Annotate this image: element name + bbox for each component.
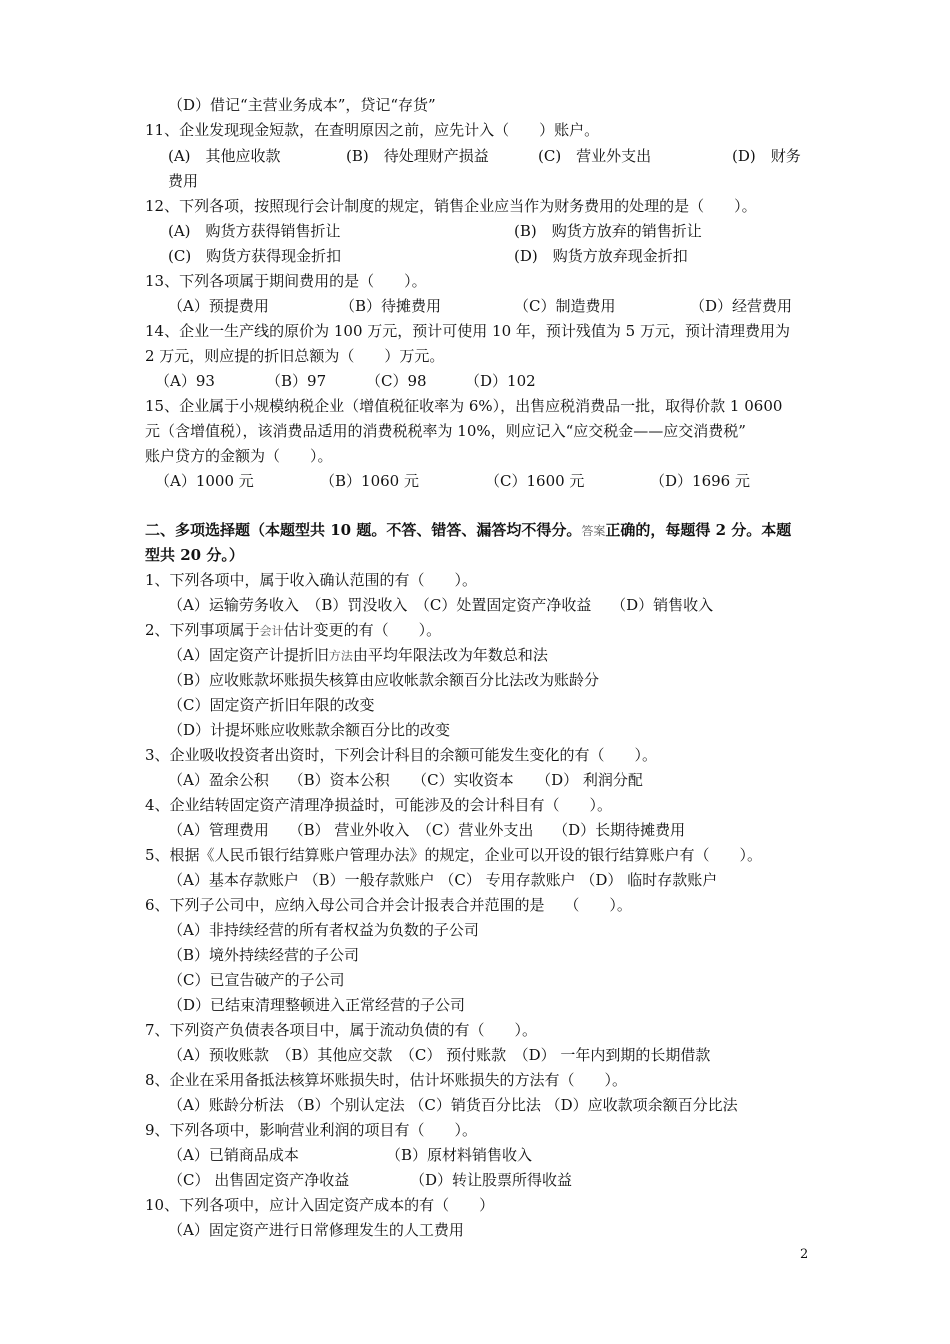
mq8-stem: 8、企业在采用备抵法核算坏账损失时，估计坏账损失的方法有（ ）。: [145, 1071, 628, 1089]
mq2-stem-part1: 2、下列事项属于: [145, 621, 260, 639]
mq8-options: （A）账龄分析法 （B）个别认定法 （C）销货百分比法 （D）应收款项余额百分比法: [168, 1096, 738, 1114]
mq7-stem: 7、下列资产负债表各项目中，属于流动负债的有（ ）。: [145, 1021, 538, 1039]
q12-option-c: (C) 购货方获得现金折扣: [168, 247, 342, 265]
mq4-stem: 4、企业结转固定资产清理净损益时，可能涉及的会计科目有（ ）。: [145, 796, 613, 814]
mq9-option-b: （B）原材料销售收入: [386, 1146, 533, 1164]
q14-stem-line1: 14、企业一生产线的原价为 100 万元，预计可使用 10 年，预计残值为 5 万元，预计清理费用为: [145, 322, 790, 340]
mq2-option-a-part1: （A）固定资产计提折旧: [168, 646, 329, 664]
q15-stem-line1: 15、企业属于小规模纳税企业（增值税征收率为 6%），出售应税消费品一批，取得价款 1 0600: [145, 397, 783, 415]
mq6-option-b: （B）境外持续经营的子公司: [168, 946, 360, 964]
q14-option-d: （D）102: [465, 372, 536, 390]
mq6-option-d: （D）已结束清理整顿进入正常经营的子公司: [168, 996, 466, 1014]
section2-heading-small: 答案: [581, 524, 606, 538]
page-number: 2: [800, 1247, 809, 1262]
q15-option-c: （C）1600 元: [485, 472, 585, 490]
q13-option-b: （B）待摊费用: [340, 297, 442, 315]
q11-stem: 11、企业发现现金短款，在查明原因之前，应先计入（ ）账户。: [145, 121, 600, 139]
q15-stem-line3: 账户贷方的金额为（ ）。: [145, 447, 333, 465]
mq6-option-a: （A）非持续经营的所有者权益为负数的子公司: [168, 921, 479, 939]
mq2-stem-small: 会计: [259, 624, 284, 638]
q15-option-d: （D）1696 元: [650, 472, 750, 490]
mq2-stem: [145, 620, 441, 641]
mq2-option-a-small: 方法: [328, 649, 353, 663]
mq6-option-c: （C）已宣告破产的子公司: [168, 971, 345, 989]
q13-option-d: （D）经营费用: [690, 297, 793, 315]
q11-option-d: (D) 财务: [732, 147, 801, 165]
mq1-stem: 1、下列各项中，属于收入确认范围的有（ ）。: [145, 571, 478, 589]
q15-option-a: （A）1000 元: [155, 472, 254, 490]
q12-option-d: (D) 购货方放弃现金折扣: [514, 247, 688, 265]
q11-option-d-continued: 费用: [168, 172, 199, 190]
q11-option-b: (B) 待处理财产损益: [346, 147, 489, 165]
mq9-option-d: （D）转让股票所得收益: [410, 1171, 573, 1189]
mq10-option-a: （A）固定资产进行日常修理发生的人工费用: [168, 1221, 464, 1239]
section2-heading-line1: [145, 520, 791, 541]
mq2-option-a: [168, 645, 548, 666]
section2-heading-line2: 型共 20 分。）: [145, 546, 244, 564]
q12-option-a: (A) 购货方获得销售折让: [168, 222, 341, 240]
mq10-stem: 10、下列各项中，应计入固定资产成本的有（ ）: [145, 1196, 495, 1214]
section2-heading-part2: 正确的，每题得 2 分。本题: [605, 521, 792, 539]
mq5-options: （A）基本存款账户 （B）一般存款账户 （C） 专用存款账户 （D） 临时存款账户: [168, 871, 718, 889]
q14-option-a: （A）93: [155, 372, 215, 390]
mq3-options: （A）盈余公积 （B）资本公积 （C）实收资本 （D） 利润分配: [168, 771, 643, 789]
q12-option-b: (B) 购货方放弃的销售折让: [514, 222, 702, 240]
q14-option-b: （B）97: [266, 372, 327, 390]
q11-option-c: (C) 营业外支出: [538, 147, 652, 165]
q15-option-b: （B）1060 元: [320, 472, 419, 490]
q11-option-a: (A) 其他应收款: [168, 147, 281, 165]
mq9-stem: 9、下列各项中，影响营业利润的项目有（ ）。: [145, 1121, 478, 1139]
mq1-options: （A）运输劳务收入 （B）罚没收入 （C）处置固定资产净收益 （D）销售收入: [168, 596, 714, 614]
mq2-stem-part2: 估计变更的有（ ）。: [283, 621, 442, 639]
q14-option-c: （C）98: [366, 372, 427, 390]
mq2-option-d: （D）计提坏账应收账款余额百分比的改变: [168, 721, 451, 739]
mq2-option-b: （B）应收账款坏账损失核算由应收帐款余额百分比法改为账龄分: [168, 671, 600, 689]
mq6-stem: 6、下列子公司中，应纳入母公司合并会计报表合并范围的是 （ ）。: [145, 896, 632, 914]
q10-option-d: （D）借记“主营业务成本”，贷记“存货”: [168, 96, 436, 114]
mq3-stem: 3、企业吸收投资者出资时，下列会计科目的余额可能发生变化的有（ ）。: [145, 746, 658, 764]
section2-heading-part1: 二、多项选择题（本题型共 10 题。不答、错答、漏答均不得分。: [145, 521, 582, 539]
q13-option-a: （A）预提费用: [168, 297, 269, 315]
mq4-options: （A）管理费用 （B） 营业外收入 （C）营业外支出 （D）长期待摊费用: [168, 821, 686, 839]
q14-stem-line2: 2 万元，则应提的折旧总额为（ ）万元。: [145, 347, 445, 365]
mq7-options: （A）预收账款 （B）其他应交款 （C） 预付账款 （D） 一年内到期的长期借款: [168, 1046, 711, 1064]
mq2-option-c: （C）固定资产折旧年限的改变: [168, 696, 375, 714]
q12-stem: 12、下列各项，按照现行会计制度的规定，销售企业应当作为财务费用的处理的是（ ）。: [145, 197, 757, 215]
mq5-stem: 5、根据《人民币银行结算账户管理办法》的规定，企业可以开设的银行结算账户有（ ）。: [145, 846, 763, 864]
mq9-option-c: （C） 出售固定资产净收益: [168, 1171, 350, 1189]
mq9-option-a: （A）已销商品成本: [168, 1146, 299, 1164]
q13-option-c: （C）制造费用: [514, 297, 616, 315]
q15-stem-line2: 元（含增值税），该消费品适用的消费税税率为 10%，则应记入“应交税金——应交消费税”: [145, 422, 746, 440]
mq2-option-a-part2: 由平均年限法改为年数总和法: [352, 646, 548, 664]
q13-stem: 13、下列各项属于期间费用的是（ ）。: [145, 272, 427, 290]
